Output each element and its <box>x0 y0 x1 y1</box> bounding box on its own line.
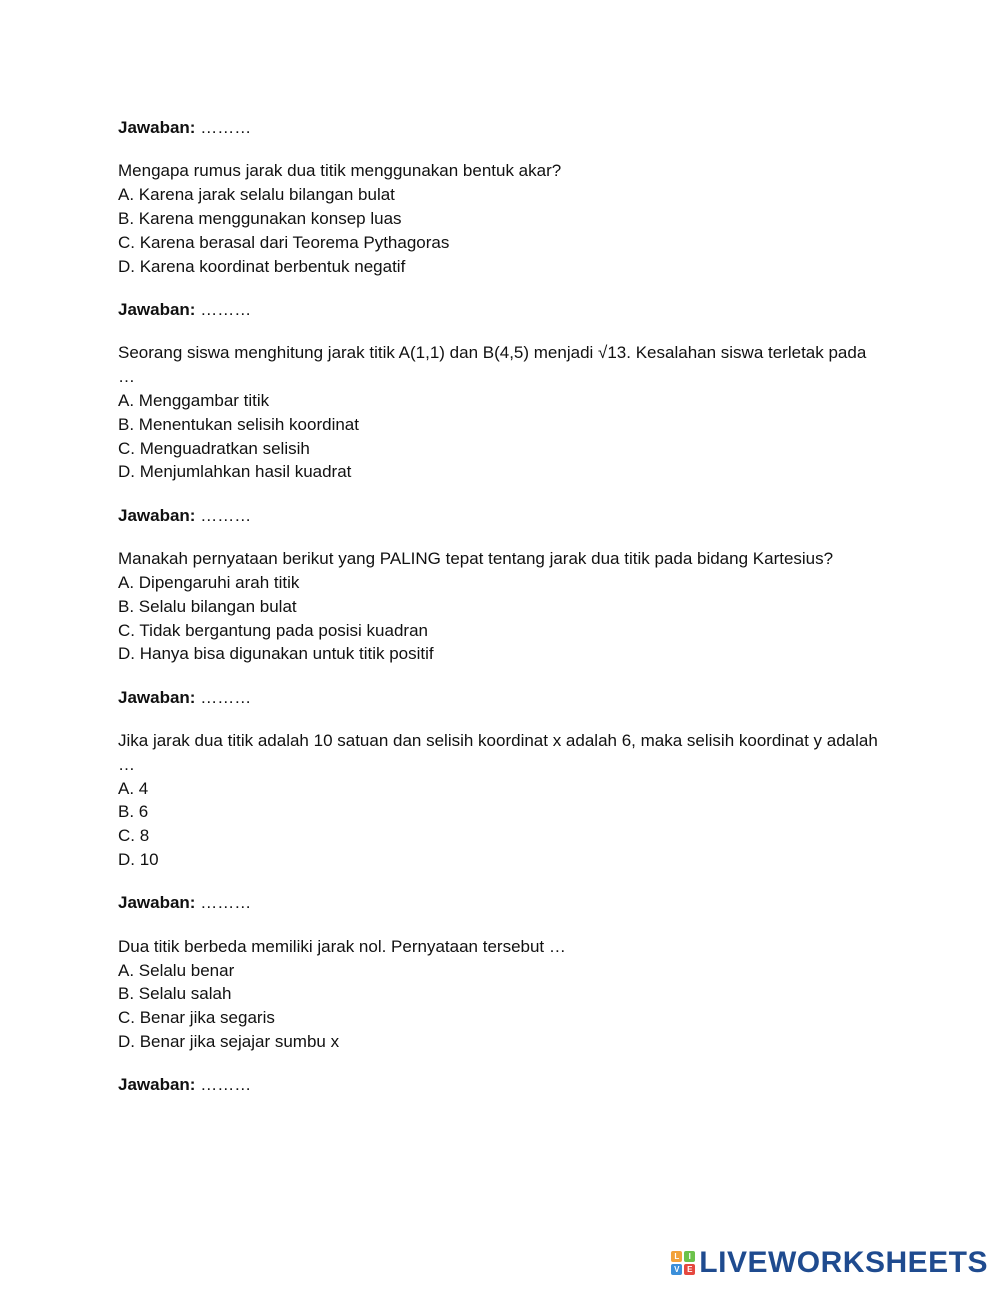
liveworksheets-logo[interactable] <box>671 1246 988 1280</box>
option-a: A. Karena jarak selalu bilangan bulat <box>118 185 395 205</box>
answer-line <box>118 891 888 915</box>
option-d: D. Karena koordinat berbentuk negatif <box>118 256 406 276</box>
answer-blank[interactable]: ……… <box>195 505 252 525</box>
answer-line <box>118 116 888 140</box>
answer-blank[interactable]: ……… <box>195 299 252 319</box>
answer-blank[interactable]: ……… <box>195 118 252 137</box>
question-text: Seorang siswa menghitung jarak titik A(1,1) dan B(4,5) menjadi √13. Kesalahan siswa terletak pada … <box>118 343 867 387</box>
answer-label: Jawaban: <box>118 118 196 137</box>
question-text: Dua titik berbeda memiliki jarak nol. Pernyataan tersebut … <box>118 936 566 956</box>
option-c: C. 8 <box>118 826 150 846</box>
option-a: A. 4 <box>118 778 149 798</box>
option-c: C. Benar jika segaris <box>118 1008 275 1028</box>
option-c: C. Menguadratkan selisih <box>118 438 310 458</box>
worksheet-page <box>118 116 888 1097</box>
answer-line <box>118 298 888 322</box>
option-b: B. Selalu bilangan bulat <box>118 596 297 616</box>
answer-label: Jawaban: <box>118 505 196 525</box>
option-b: B. Menentukan selisih koordinat <box>118 414 359 434</box>
question-block <box>118 341 888 484</box>
answer-blank[interactable]: ……… <box>195 893 252 913</box>
logo-mark-tile: L <box>671 1251 682 1262</box>
answer-label: Jawaban: <box>118 893 196 913</box>
answer-line <box>118 686 888 710</box>
option-a: A. Selalu benar <box>118 960 235 980</box>
answer-blank[interactable]: ……… <box>195 687 252 707</box>
question-text: Mengapa rumus jarak dua titik menggunakan bentuk akar? <box>118 161 562 181</box>
logo-mark-tile: V <box>671 1264 682 1275</box>
option-a: A. Dipengaruhi arah titik <box>118 572 300 592</box>
question-text: Manakah pernyataan berikut yang PALING tepat tentang jarak dua titik pada bidang Kartesius? <box>118 549 834 569</box>
logo-mark-tile: I <box>684 1251 695 1262</box>
question-block <box>118 935 888 1054</box>
logo-mark-tile: E <box>684 1264 695 1275</box>
option-d: D. 10 <box>118 850 159 870</box>
liveworksheets-logo-icon <box>671 1251 695 1275</box>
option-a: A. Menggambar titik <box>118 390 270 410</box>
question-block <box>118 729 888 872</box>
question-block <box>118 547 888 666</box>
answer-blank[interactable]: ……… <box>195 1075 252 1095</box>
option-d: D. Menjumlahkan hasil kuadrat <box>118 462 352 482</box>
question-text: Jika jarak dua titik adalah 10 satuan dan selisih koordinat x adalah 6, maka selisih koordinat y adalah … <box>118 731 878 774</box>
answer-line <box>118 1073 888 1097</box>
liveworksheets-logo-text: LIVEWORKSHEETS <box>699 1246 988 1279</box>
answer-label: Jawaban: <box>118 1075 196 1095</box>
answer-line <box>118 504 888 528</box>
answer-label: Jawaban: <box>118 687 196 707</box>
option-b: B. 6 <box>118 802 149 822</box>
option-b: B. Karena menggunakan konsep luas <box>118 208 402 228</box>
option-c: C. Tidak bergantung pada posisi kuadran <box>118 620 428 640</box>
option-d: D. Hanya bisa digunakan untuk titik positif <box>118 644 434 664</box>
answer-label: Jawaban: <box>118 299 196 319</box>
option-b: B. Selalu salah <box>118 984 232 1004</box>
option-c: C. Karena berasal dari Teorema Pythagoras <box>118 232 450 252</box>
option-d: D. Benar jika sejajar sumbu x <box>118 1032 340 1052</box>
question-block <box>118 159 888 278</box>
